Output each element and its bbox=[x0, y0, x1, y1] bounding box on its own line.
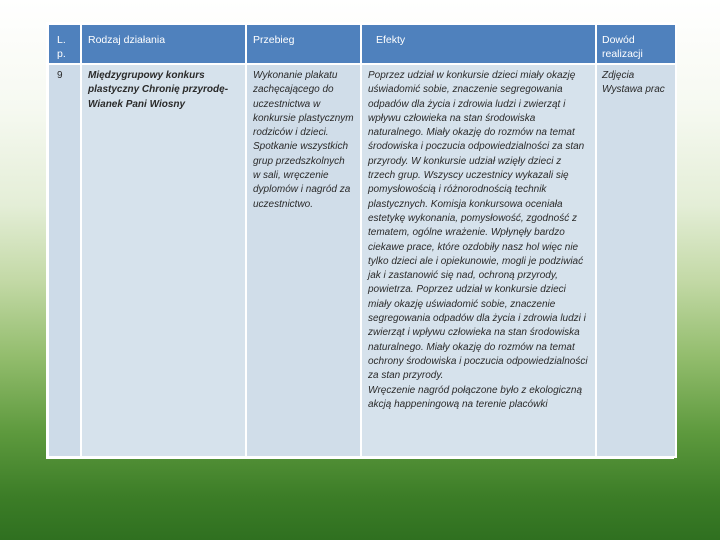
table-header-row bbox=[48, 24, 676, 64]
header-rodzaj-dzialania: Rodzaj działania bbox=[81, 24, 246, 64]
activity-table-frame bbox=[46, 22, 674, 459]
table-row bbox=[48, 64, 676, 457]
cell-dowod-realizacji: Zdjęcia Wystawa prac bbox=[596, 64, 676, 457]
header-lp: L. p. bbox=[48, 24, 81, 64]
cell-przebieg: Wykonanie plakatu zachęcającego do uczestnictwa w konkursie plastycznym rodziców i dzieci. Spotkanie wszystkich grup przedszkolnych w sali, wręczenie dyplomów i nagród za uczestnictwo. bbox=[246, 64, 361, 457]
header-dowod-realizacji: Dowód realizacji bbox=[596, 24, 676, 64]
header-efekty: Efekty bbox=[361, 24, 596, 64]
cell-rodzaj-dzialania: Międzygrupowy konkurs plastyczny Chronię przyrodę- Wianek Pani Wiosny bbox=[81, 64, 246, 457]
cell-efekty: Poprzez udział w konkursie dzieci miały okazję uświadomić sobie, znaczenie segregowania odpadów dla życia i zdrowia ludzi i zwierząt i wpływu człowieka na stan środowiska naturalnego. Miały okazję do rozmów na temat środowiska i poczucia odpowiedzialności za stan przyrody. W konkursie udział wzięły dzieci z trzech grup. Wszyscy uczestnicy wykazali się pomysłowością i różnorodnością technik plastycznych. Komisja konkursowa oceniała estetykę wykonania, pomysłowość, zgodność z tematem, ogólne wrażenie. Wpłynęły bardzo ciekawe prace, które ozdobiły nasz hol więc nie tylko dzieci ale i opiekunowie, mogli je podziwiać jak i zastanowić się nad, ochroną przyrody, powietrza. Poprzez udział w konkursie dzieci miały okazję uświadomić sobie, znaczenie segregowania odpadów dla życia i zdrowia ludzi i zwierząt i wpływu człowieka na stan środowiska naturalnego. Miały okazję do rozmów na temat ochrony środowiska i poczucia odpowiedzialności za stan przyrody. Wręczenie nagród połączone było z ekologiczną akcją happeningową na terenie placówki bbox=[361, 64, 596, 457]
cell-lp: 9 bbox=[48, 64, 81, 457]
activity-table bbox=[47, 23, 677, 458]
header-przebieg: Przebieg bbox=[246, 24, 361, 64]
